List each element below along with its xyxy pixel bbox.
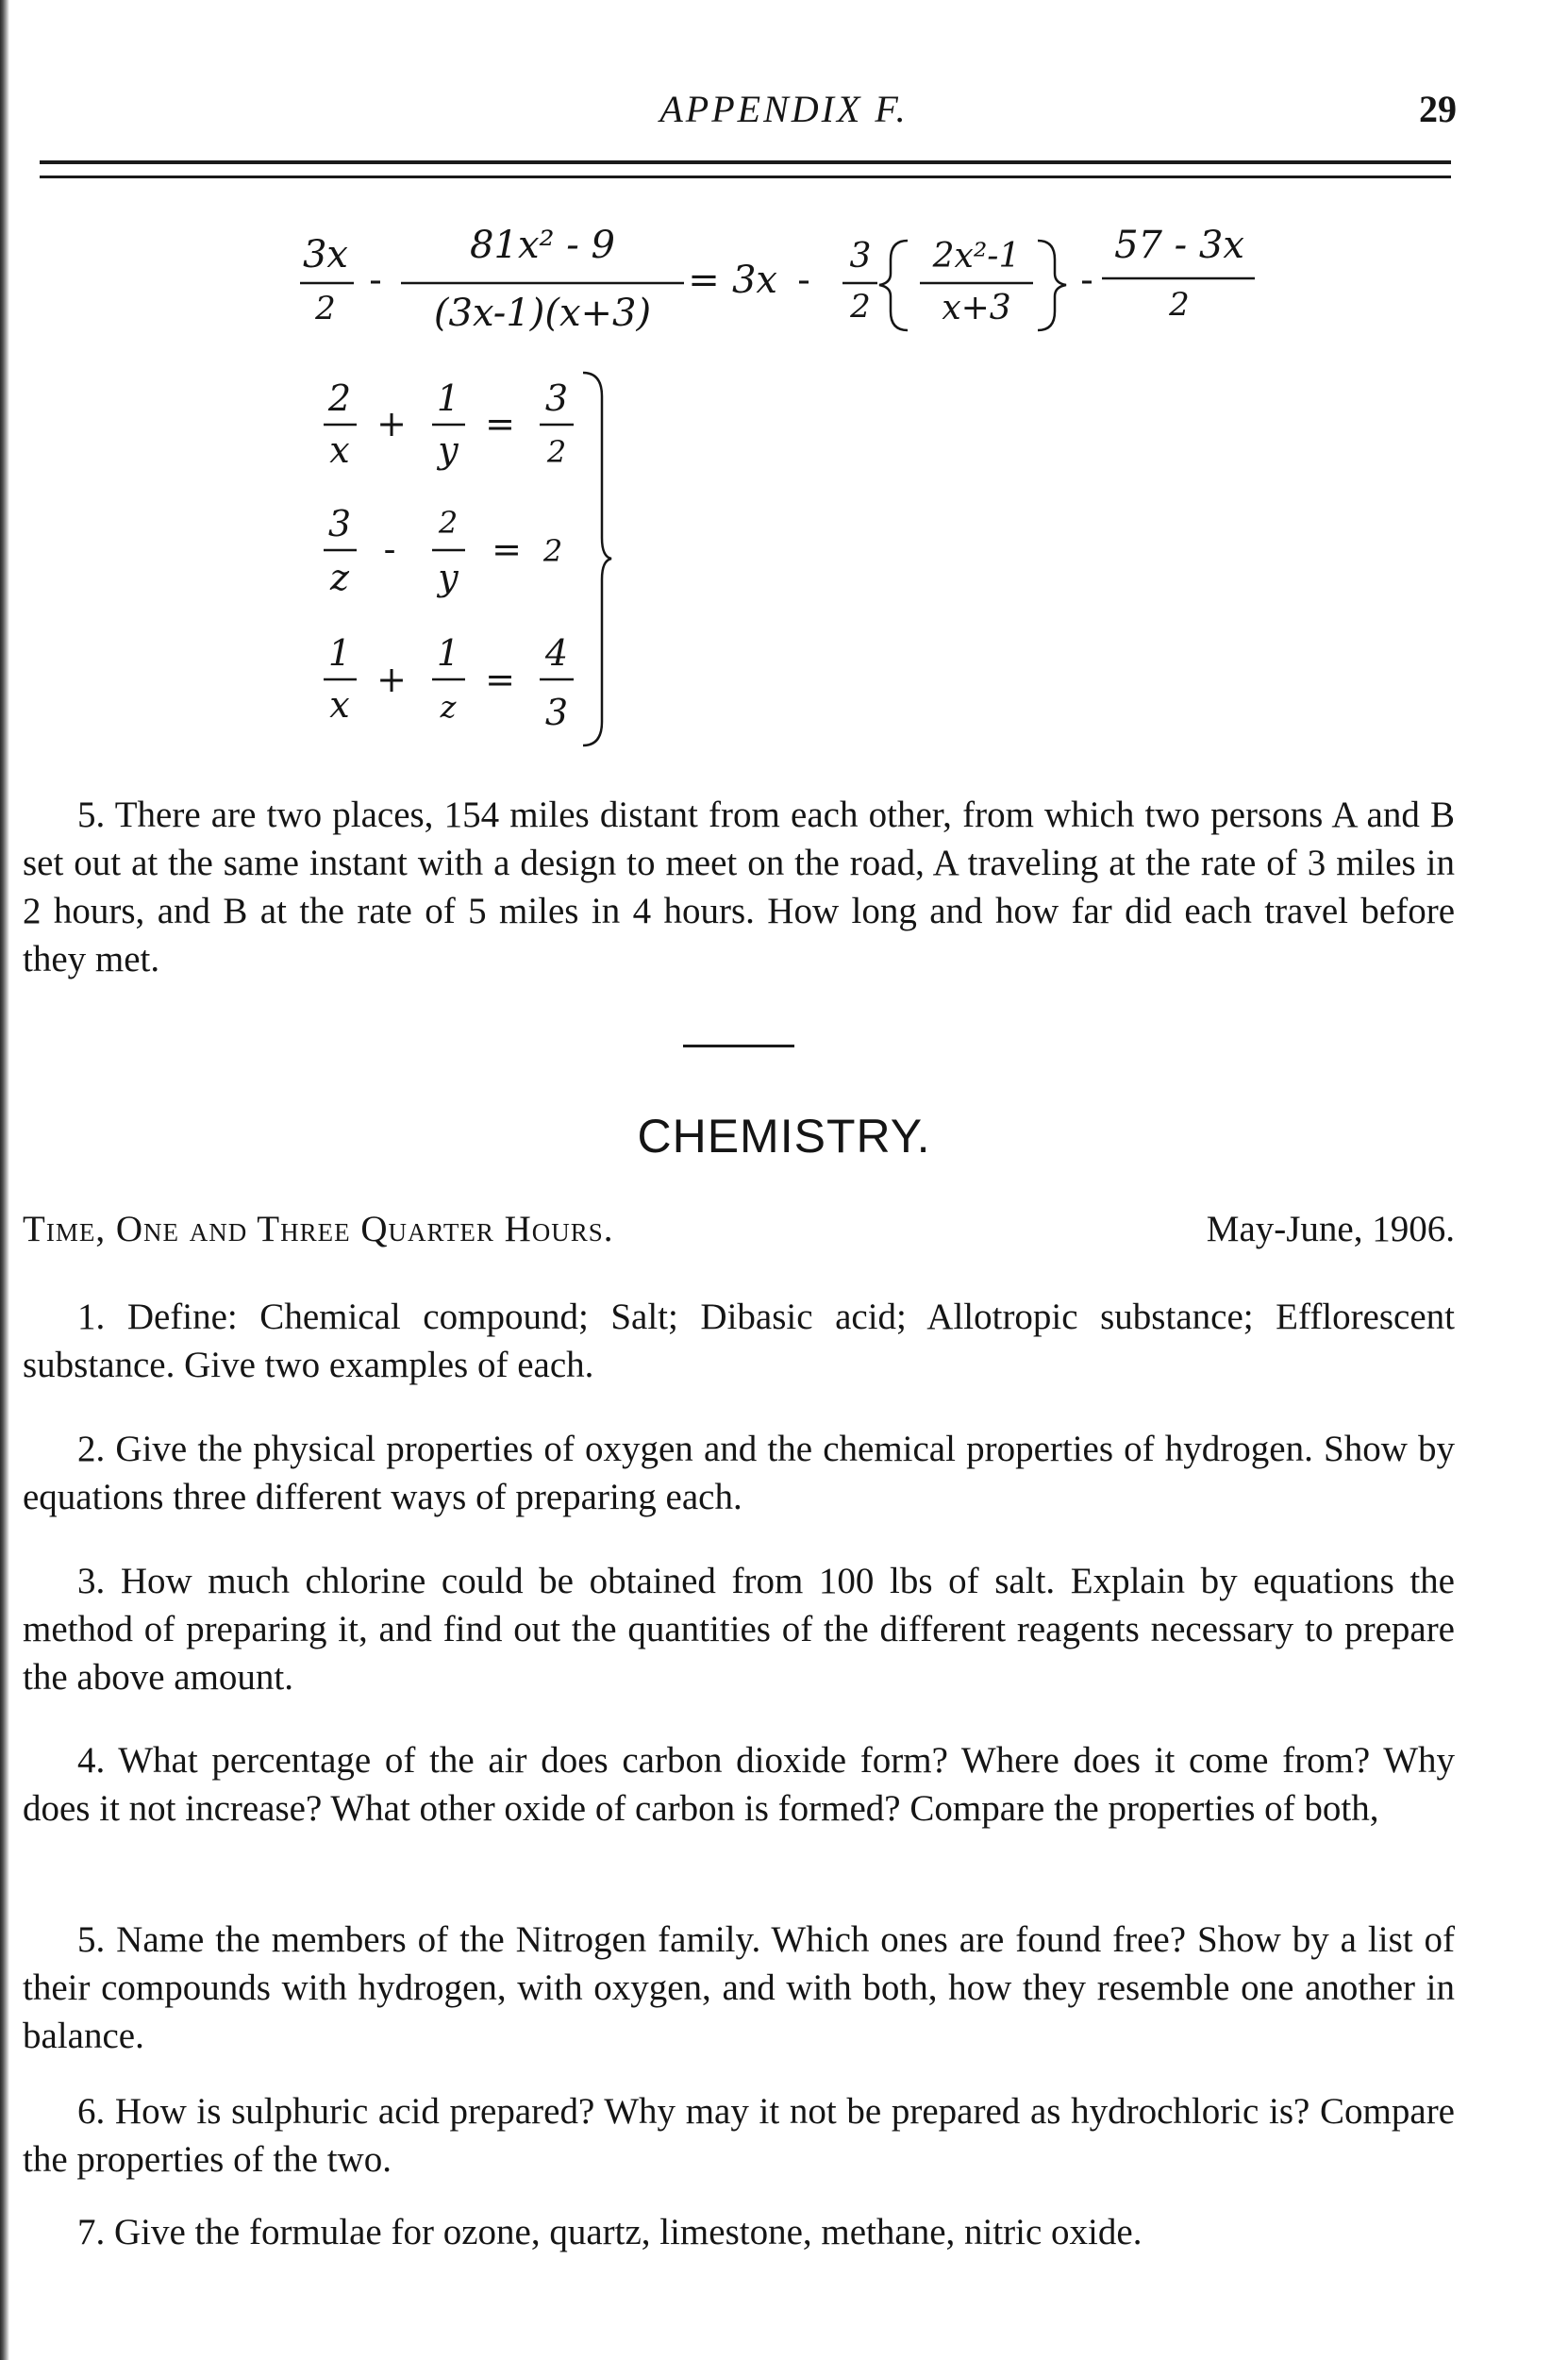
running-head-title: APPENDIX F. bbox=[659, 88, 909, 130]
sys3-b-denominator: z bbox=[440, 689, 457, 725]
eq1-term3: 3x bbox=[731, 259, 778, 302]
sys1-b-numerator: 1 bbox=[436, 377, 460, 419]
eq1-term1-numerator: 3x bbox=[302, 233, 349, 276]
question-number: 5. bbox=[77, 795, 106, 835]
sys2-c: 2 bbox=[542, 533, 563, 569]
eq1-op2: - bbox=[797, 259, 810, 302]
question-text: What percentage of the air does carbon dioxide form? Where does it come from? Why does it not increase? What other oxide of carbon is formed? Compare the properties of both, bbox=[23, 1740, 1456, 1829]
right-brace bbox=[1038, 241, 1066, 330]
eq1-term2-denominator: (3x-1)(x+3) bbox=[433, 292, 652, 335]
sys2-equals: = bbox=[492, 528, 522, 570]
eq1-op3: - bbox=[1080, 259, 1093, 302]
sys2-a-denominator: z bbox=[329, 557, 350, 598]
question-number: 1. bbox=[77, 1297, 106, 1337]
question-text: There are two places, 154 miles distant from each other, from which two persons A and B set out at the same instant with a design to meet on the road, A traveling at the rate of 3 miles in 2 hours, and B at the rate of 5 miles in 4 hours. How long and how far did each travel before they met. bbox=[23, 795, 1455, 979]
question-text: Give the formulae for ozone, quartz, limestone, methane, nitric oxide. bbox=[114, 2212, 1143, 2252]
sys2-b-numerator: 2 bbox=[438, 505, 459, 541]
question-text: Give the physical properties of oxygen and the chemical properties of hydrogen. Show by equations three different ways of preparing each. bbox=[23, 1429, 1456, 1517]
eq1-equals: = bbox=[688, 259, 720, 302]
chemistry-question-5 bbox=[23, 1916, 1455, 2060]
question-number: 7. bbox=[77, 2212, 106, 2252]
chemistry-question-3 bbox=[23, 1557, 1455, 1701]
question-text: How is sulphuric acid prepared? Why may it not be prepared as hydrochloric is? Compare the properties of the two. bbox=[23, 2091, 1455, 2180]
eq1-term2-numerator: 81x² - 9 bbox=[470, 224, 615, 267]
sys1-c-denominator: 2 bbox=[546, 434, 567, 470]
eq1-term4-denominator: 2 bbox=[850, 288, 871, 326]
chemistry-question-4 bbox=[23, 1736, 1455, 1833]
equation-system bbox=[324, 373, 611, 745]
algebra-question-5 bbox=[23, 791, 1455, 983]
eq1-term4-numerator: 3 bbox=[849, 237, 872, 276]
chemistry-question-7 bbox=[23, 2208, 1455, 2256]
sys1-b-denominator: y bbox=[438, 429, 459, 471]
eq1-term1-denominator: 2 bbox=[315, 290, 336, 327]
sys3-c-denominator: 3 bbox=[544, 692, 569, 733]
question-number: 6. bbox=[77, 2091, 106, 2132]
sys3-a-denominator: x bbox=[329, 684, 350, 726]
sys3-b-numerator: 1 bbox=[436, 632, 460, 674]
equation-1 bbox=[300, 224, 1255, 335]
left-brace bbox=[879, 241, 908, 330]
eq1-term5-numerator: 2x²-1 bbox=[932, 237, 1021, 276]
sys1-op: + bbox=[376, 403, 407, 444]
chemistry-title: CHEMISTRY. bbox=[637, 1110, 931, 1163]
question-text: How much chlorine could be obtained from 100 lbs of salt. Explain by equations the method of preparing it, and find out the quantities of the different reagents necessary to prepare the above amount. bbox=[23, 1561, 1455, 1698]
sys1-a-denominator: x bbox=[329, 429, 350, 471]
chemistry-question-1 bbox=[23, 1293, 1455, 1389]
exam-date: May-June, 1906. bbox=[1206, 1209, 1455, 1249]
eq1-term6-denominator: 2 bbox=[1169, 286, 1190, 324]
sys1-equals: = bbox=[485, 403, 515, 444]
sys3-c-numerator: 4 bbox=[544, 632, 569, 674]
sys1-a-numerator: 2 bbox=[327, 377, 352, 419]
sys3-equals: = bbox=[485, 659, 515, 700]
question-number: 3. bbox=[77, 1561, 106, 1601]
sys3-a-numerator: 1 bbox=[327, 632, 352, 674]
eq1-op1: - bbox=[369, 259, 382, 302]
sys2-b-denominator: y bbox=[438, 557, 459, 598]
chemistry-question-2 bbox=[23, 1425, 1455, 1521]
question-number: 2. bbox=[77, 1429, 106, 1469]
sys2-op: - bbox=[383, 528, 396, 570]
exam-duration: Time, One and Three Quarter Hours. bbox=[23, 1209, 614, 1249]
sys3-op: + bbox=[376, 659, 407, 700]
question-number: 5. bbox=[77, 1919, 106, 1960]
sys2-a-numerator: 3 bbox=[327, 503, 352, 544]
question-text: Name the members of the Nitrogen family. Which ones are found free? Show by a list of their compounds with hydrogen, with oxygen, and with both, how they resemble one another in balance. bbox=[23, 1919, 1455, 2056]
eq1-term6-numerator: 57 - 3x bbox=[1114, 224, 1244, 267]
chemistry-question-6 bbox=[23, 2087, 1455, 2184]
eq1-term5-denominator: x+3 bbox=[942, 289, 1011, 327]
section-separator bbox=[683, 1045, 794, 1047]
question-text: Define: Chemical compound; Salt; Dibasic acid; Allotropic substance; Efflorescent substance. Give two examples of each. bbox=[23, 1297, 1455, 1385]
equations-block bbox=[0, 0, 1568, 783]
page-number: 29 bbox=[1419, 88, 1457, 130]
question-number: 4. bbox=[77, 1740, 106, 1781]
sys1-c-numerator: 3 bbox=[544, 377, 569, 419]
system-brace bbox=[583, 373, 611, 745]
